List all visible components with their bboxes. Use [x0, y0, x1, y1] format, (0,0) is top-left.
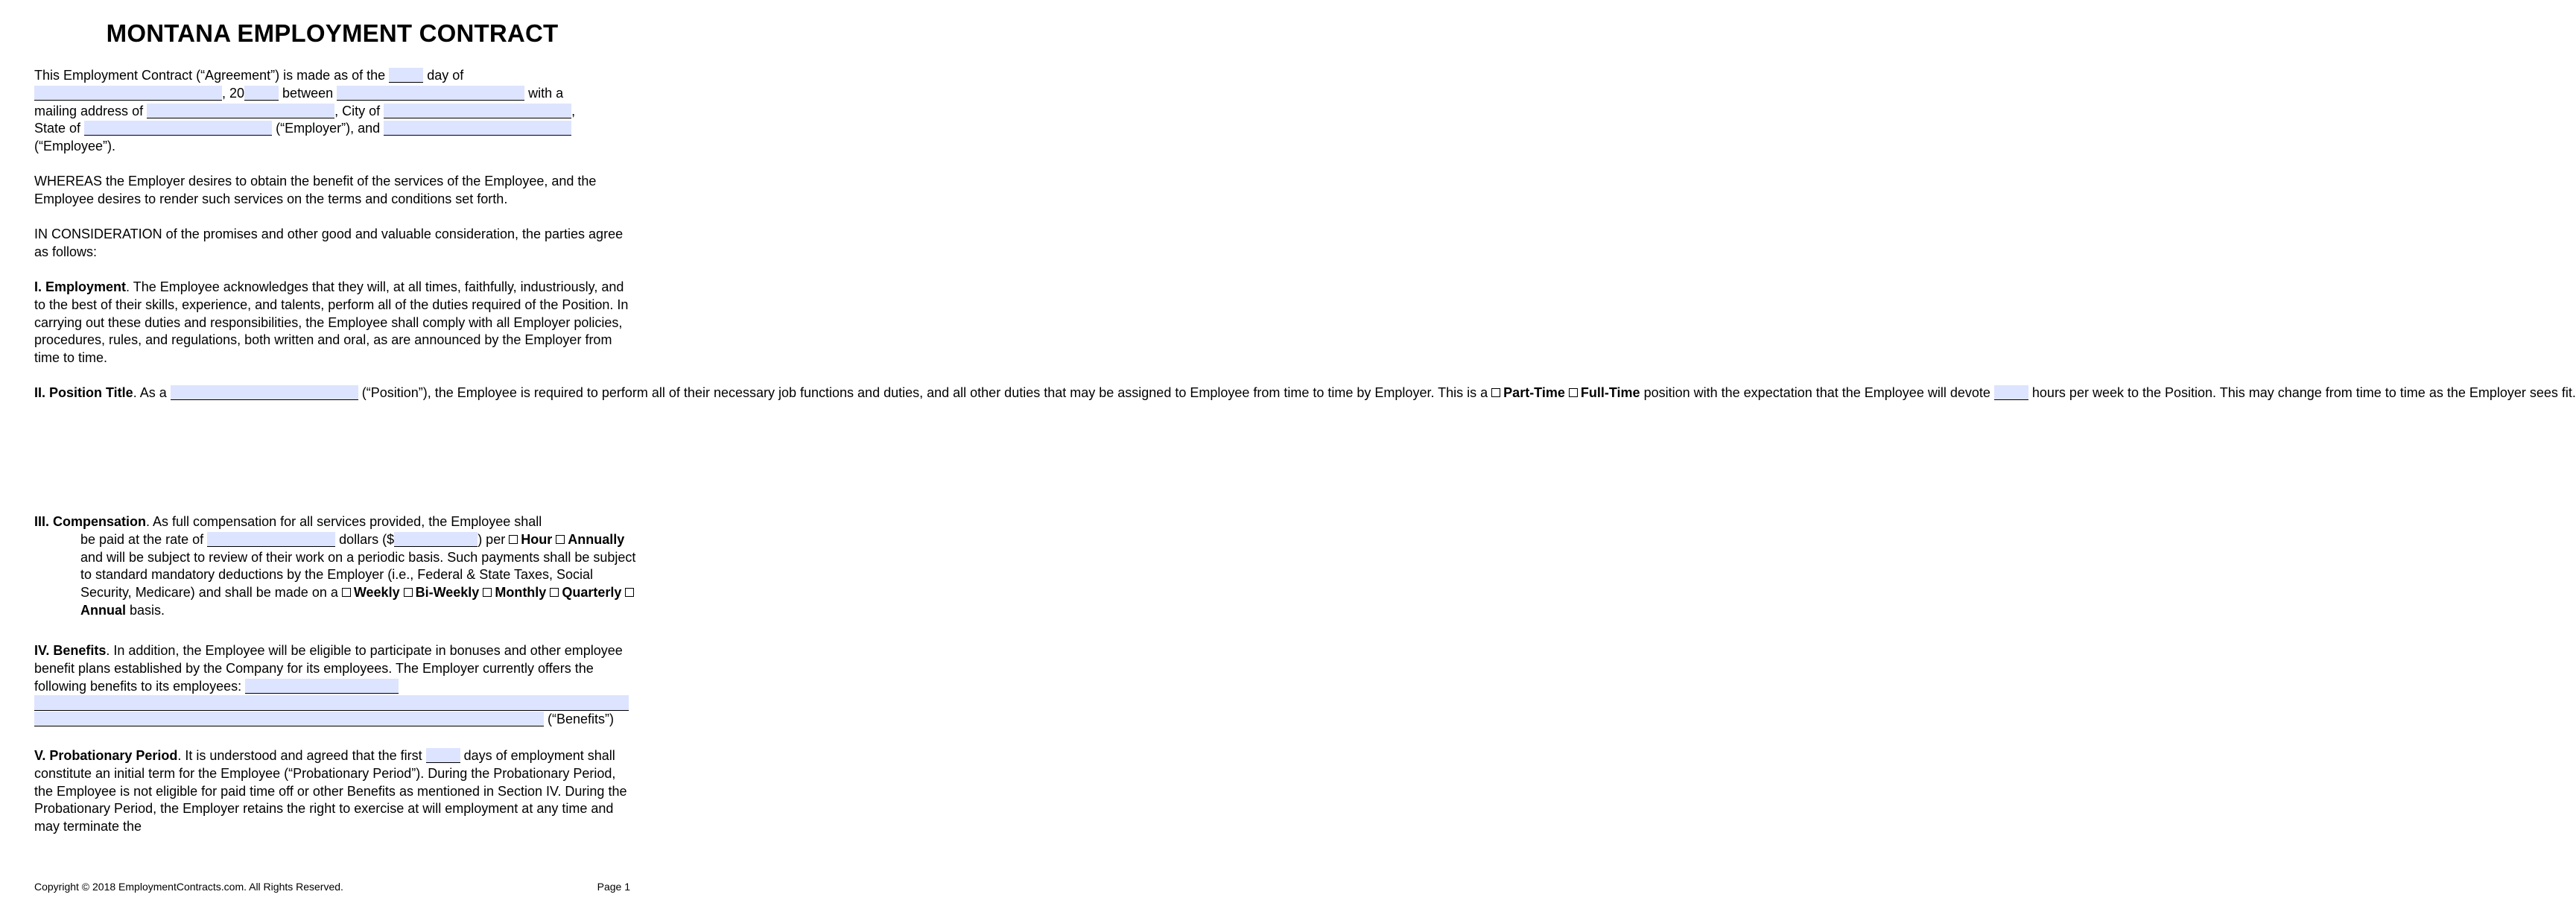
intro-text: day of — [427, 68, 464, 83]
option-label: Weekly — [353, 585, 400, 601]
section-text: position with the expectation that the Employee will devote — [1643, 385, 1990, 400]
rate-amount-field[interactable] — [394, 532, 478, 547]
city-field[interactable] — [384, 104, 571, 118]
section-benefits — [34, 642, 638, 729]
intro-text: mailing address of — [34, 103, 144, 118]
section-heading: III. Compensation — [34, 514, 147, 529]
bi-weekly-checkbox[interactable] — [404, 588, 413, 597]
intro-text: , 20 — [222, 85, 245, 101]
rate-words-field[interactable] — [207, 532, 335, 547]
option-label: Monthly — [495, 585, 547, 601]
intro-text: , City of — [334, 103, 381, 118]
intro-text: with a — [528, 85, 564, 101]
quarterly-checkbox[interactable] — [550, 588, 559, 597]
section-text: (“Position”), the Employee is required to perform all of their necessary job functions and duties, and all other duties that may be assigned to Employee from time to time by Employer. This is a — [361, 385, 1488, 400]
section-text: . As a — [133, 385, 167, 400]
section-text: (“Benefits”) — [548, 712, 615, 727]
year-field[interactable] — [244, 86, 279, 101]
option-label: Quarterly — [562, 585, 622, 601]
section-heading: V. Probationary Period — [34, 748, 178, 763]
probation-days-field[interactable] — [426, 748, 460, 763]
section-compensation — [34, 513, 638, 620]
intro-text: This Employment Contract (“Agreement”) is made as of the — [34, 68, 386, 83]
copyright-footer: Copyright © 2018 EmploymentContracts.com. All Rights Reserved. — [34, 881, 343, 893]
full-time-checkbox[interactable] — [1569, 388, 1578, 397]
position-field[interactable] — [171, 385, 358, 400]
intro-text: State of — [34, 121, 81, 136]
weekly-checkbox[interactable] — [342, 588, 351, 597]
section-employment — [34, 279, 638, 367]
hours-per-week-field[interactable] — [1994, 385, 2028, 400]
section-text: and will be subject to review of their work on a periodic basis. Such payments shall be subject to standard mandatory deductions by the Employer (i.e., Federal & State Taxes, Social Security, Medicare) and shall be made on a — [80, 549, 636, 601]
employee-name-field[interactable] — [384, 121, 571, 136]
option-label: Hour — [521, 531, 553, 547]
intro-text: , — [571, 103, 576, 118]
section-text: . It is understood and agreed that the first — [177, 748, 422, 763]
part-time-checkbox[interactable] — [1491, 388, 1500, 397]
section-heading: I. Employment — [34, 279, 127, 294]
section-heading: II. Position Title — [34, 385, 133, 400]
benefits-field-line-2[interactable] — [34, 695, 629, 711]
month-field[interactable] — [34, 86, 222, 101]
mailing-address-field[interactable] — [147, 104, 334, 118]
whereas-paragraph: WHEREAS the Employer desires to obtain the benefit of the services of the Employee, and the Employee desires to render such services on the terms and conditions set forth. — [34, 174, 597, 206]
monthly-checkbox[interactable] — [483, 588, 492, 597]
benefits-field-line-3[interactable] — [34, 712, 544, 726]
intro-text: (“Employee”). — [34, 139, 116, 154]
page-number: Page 1 — [597, 881, 630, 893]
state-field[interactable] — [84, 121, 272, 136]
day-field[interactable] — [389, 68, 423, 83]
intro-paragraph — [34, 67, 638, 156]
intro-text: (“Employer”), and — [276, 121, 381, 136]
document-title: MONTANA EMPLOYMENT CONTRACT — [106, 19, 559, 47]
option-label: Full-Time — [1580, 385, 1640, 400]
section-text: dollars ($ — [339, 531, 395, 547]
intro-text: between — [282, 85, 334, 101]
section-text: . In addition, the Employee will be eligible to participate in bonuses and other employee benefit plans established by the Company for its employees. The Employer currently offers the following benefits to its employees: — [34, 643, 623, 694]
section-text: hours per week to the Position. This may change from time to time as the Employer sees fit. — [2031, 385, 2576, 400]
section-position-title — [34, 384, 2576, 402]
hour-checkbox[interactable] — [509, 535, 518, 544]
consideration-paragraph: IN CONSIDERATION of the promises and other good and valuable consideration, the parties agree as follows: — [34, 227, 624, 259]
section-text: days of employment shall constitute an initial term for the Employee (“Probationary Period”). During the Probationary Period, the Employee is not eligible for paid time off or other Benefits as mentioned in Section IV. During the Probationary Period, the Employer retains the right to exercise at will employment at any time and may terminate the — [34, 748, 627, 835]
annual-checkbox[interactable] — [625, 588, 634, 597]
option-label: Annual — [80, 602, 126, 618]
section-text: basis. — [130, 602, 165, 618]
option-label: Annually — [568, 531, 625, 547]
employer-name-field[interactable] — [337, 86, 524, 101]
section-text: be paid at the rate of — [80, 531, 204, 547]
section-body: . The Employee acknowledges that they will, at all times, faithfully, industriously, and to the best of their skills, experience, and talents, perform all of the duties required of the Position. In carrying out these duties and responsibilities, the Employee shall comply with all Employer policies, procedures, rules, and regulations, both written and oral, as are announced by the Employer from time to time. — [34, 279, 629, 366]
section-probationary-period — [34, 747, 638, 836]
option-label: Bi-Weekly — [415, 585, 480, 601]
section-text: . As full compensation for all services provided, the Employee shall — [146, 514, 542, 529]
option-label: Part-Time — [1503, 385, 1565, 400]
section-text: ) per — [478, 531, 506, 547]
annually-checkbox[interactable] — [556, 535, 565, 544]
section-heading: IV. Benefits — [34, 643, 107, 658]
benefits-field-line-1[interactable] — [245, 679, 399, 694]
